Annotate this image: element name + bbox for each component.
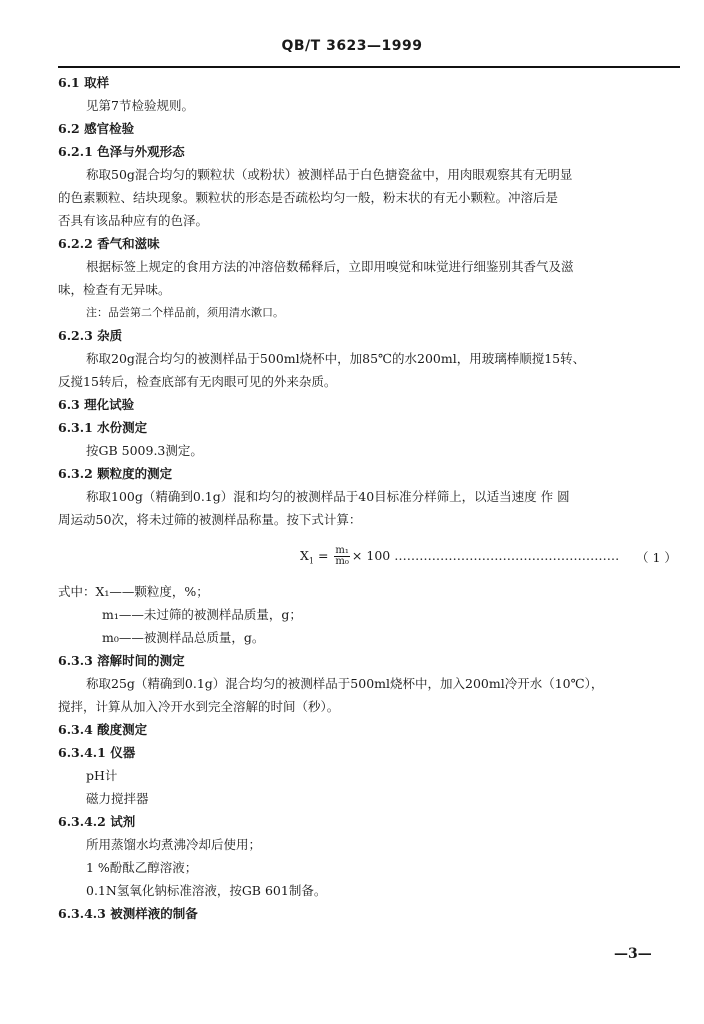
paragraph-line: 称取100g（精确到0.1g）混和均匀的被测样品于40目标准分样筛上，以适当速度 作 圆 (86, 489, 570, 504)
paragraph-line: 所用蒸馏水均煮沸冷却后使用； (86, 837, 262, 852)
paragraph-line: 见第7节检验规则。 (86, 98, 194, 113)
paragraph-line: 磁力搅拌器 (86, 791, 149, 806)
formula-number: （ 1 ） (636, 550, 677, 565)
section-heading: 6.3.4.1 仪器 (58, 745, 136, 760)
formula-1 (300, 546, 619, 567)
section-heading: 6.2 感官检验 (58, 121, 135, 136)
section-heading: 6.2.2 香气和滋味 (58, 236, 160, 251)
paragraph-line: 的色素颗粒、结块现象。颗粒状的形态是否疏松均匀一般，粉末状的有无小颗粒。冲溶后是 (58, 190, 559, 205)
definition-line: m₀——被测样品总质量，g。 (102, 630, 265, 645)
formula-eq: = (314, 548, 333, 563)
formula-denominator: m₀ (335, 556, 349, 567)
header-rule (58, 66, 680, 68)
section-heading: 6.3.2 颗粒度的测定 (58, 466, 173, 481)
paragraph-line: pH计 (86, 768, 118, 783)
section-heading: 6.3.4.3 被测样液的制备 (58, 906, 198, 921)
section-heading: 6.3.3 溶解时间的测定 (58, 653, 185, 668)
page-number: —3— (614, 946, 652, 962)
formula-lhs-sub: 1 (308, 556, 314, 566)
paragraph-line: 称取25g（精确到0.1g）混合均匀的被测样品于500ml烧杯中，加入200ml冷开水（10℃）， (86, 676, 604, 691)
paragraph-line: 搅拌，计算从加入冷开水到完全溶解的时间（秒）。 (58, 699, 340, 714)
page-header: QB/T 3623—1999 (281, 38, 423, 54)
formula-rhs: × 100 ……………………………………………… (351, 548, 620, 563)
section-heading: 6.1 取样 (58, 75, 110, 90)
paragraph-line: 根据标签上规定的食用方法的冲溶倍数稀释后，立即用嗅觉和味觉进行细鉴别其香气及滋 (86, 259, 574, 274)
formula-lhs: X (300, 548, 309, 563)
paragraph-line: 称取20g混合均匀的被测样品于500ml烧杯中，加85℃的水200ml，用玻璃棒顺搅15转、 (86, 351, 586, 366)
paragraph-line: 称取50g混合均匀的颗粒状（或粉状）被测样品于白色搪瓷盆中，用肉眼观察其有无明显 (86, 167, 573, 182)
definition-line: 式中：X₁——颗粒度，%； (58, 584, 209, 599)
paragraph-line: 0.1N氢氧化钠标准溶液，按GB 601制备。 (86, 883, 327, 898)
section-heading: 6.3 理化试验 (58, 397, 135, 412)
note-line: 注：品尝第二个样品前，须用清水漱口。 (86, 306, 284, 319)
paragraph-line: 否具有该品种应有的色泽。 (58, 213, 209, 228)
formula-numerator: m₁ (335, 545, 349, 556)
paragraph-line: 按GB 5009.3测定。 (86, 443, 203, 458)
definition-line: m₁——未过筛的被测样品质量，g； (102, 607, 302, 622)
formula-fraction (334, 546, 350, 567)
paragraph-line: 周运动50次，将未过筛的被测样品称量。按下式计算： (58, 512, 362, 527)
section-heading: 6.3.4 酸度测定 (58, 722, 148, 737)
paragraph-line: 1 %酚酞乙醇溶液； (86, 860, 198, 875)
paragraph-line: 味，检查有无异味。 (58, 282, 171, 297)
section-heading: 6.2.1 色泽与外观形态 (58, 144, 185, 159)
section-heading: 6.3.1 水份测定 (58, 420, 148, 435)
section-heading: 6.3.4.2 试剂 (58, 814, 136, 829)
paragraph-line: 反搅15转后，检查底部有无肉眼可见的外来杂质。 (58, 374, 337, 389)
section-heading: 6.2.3 杂质 (58, 328, 123, 343)
